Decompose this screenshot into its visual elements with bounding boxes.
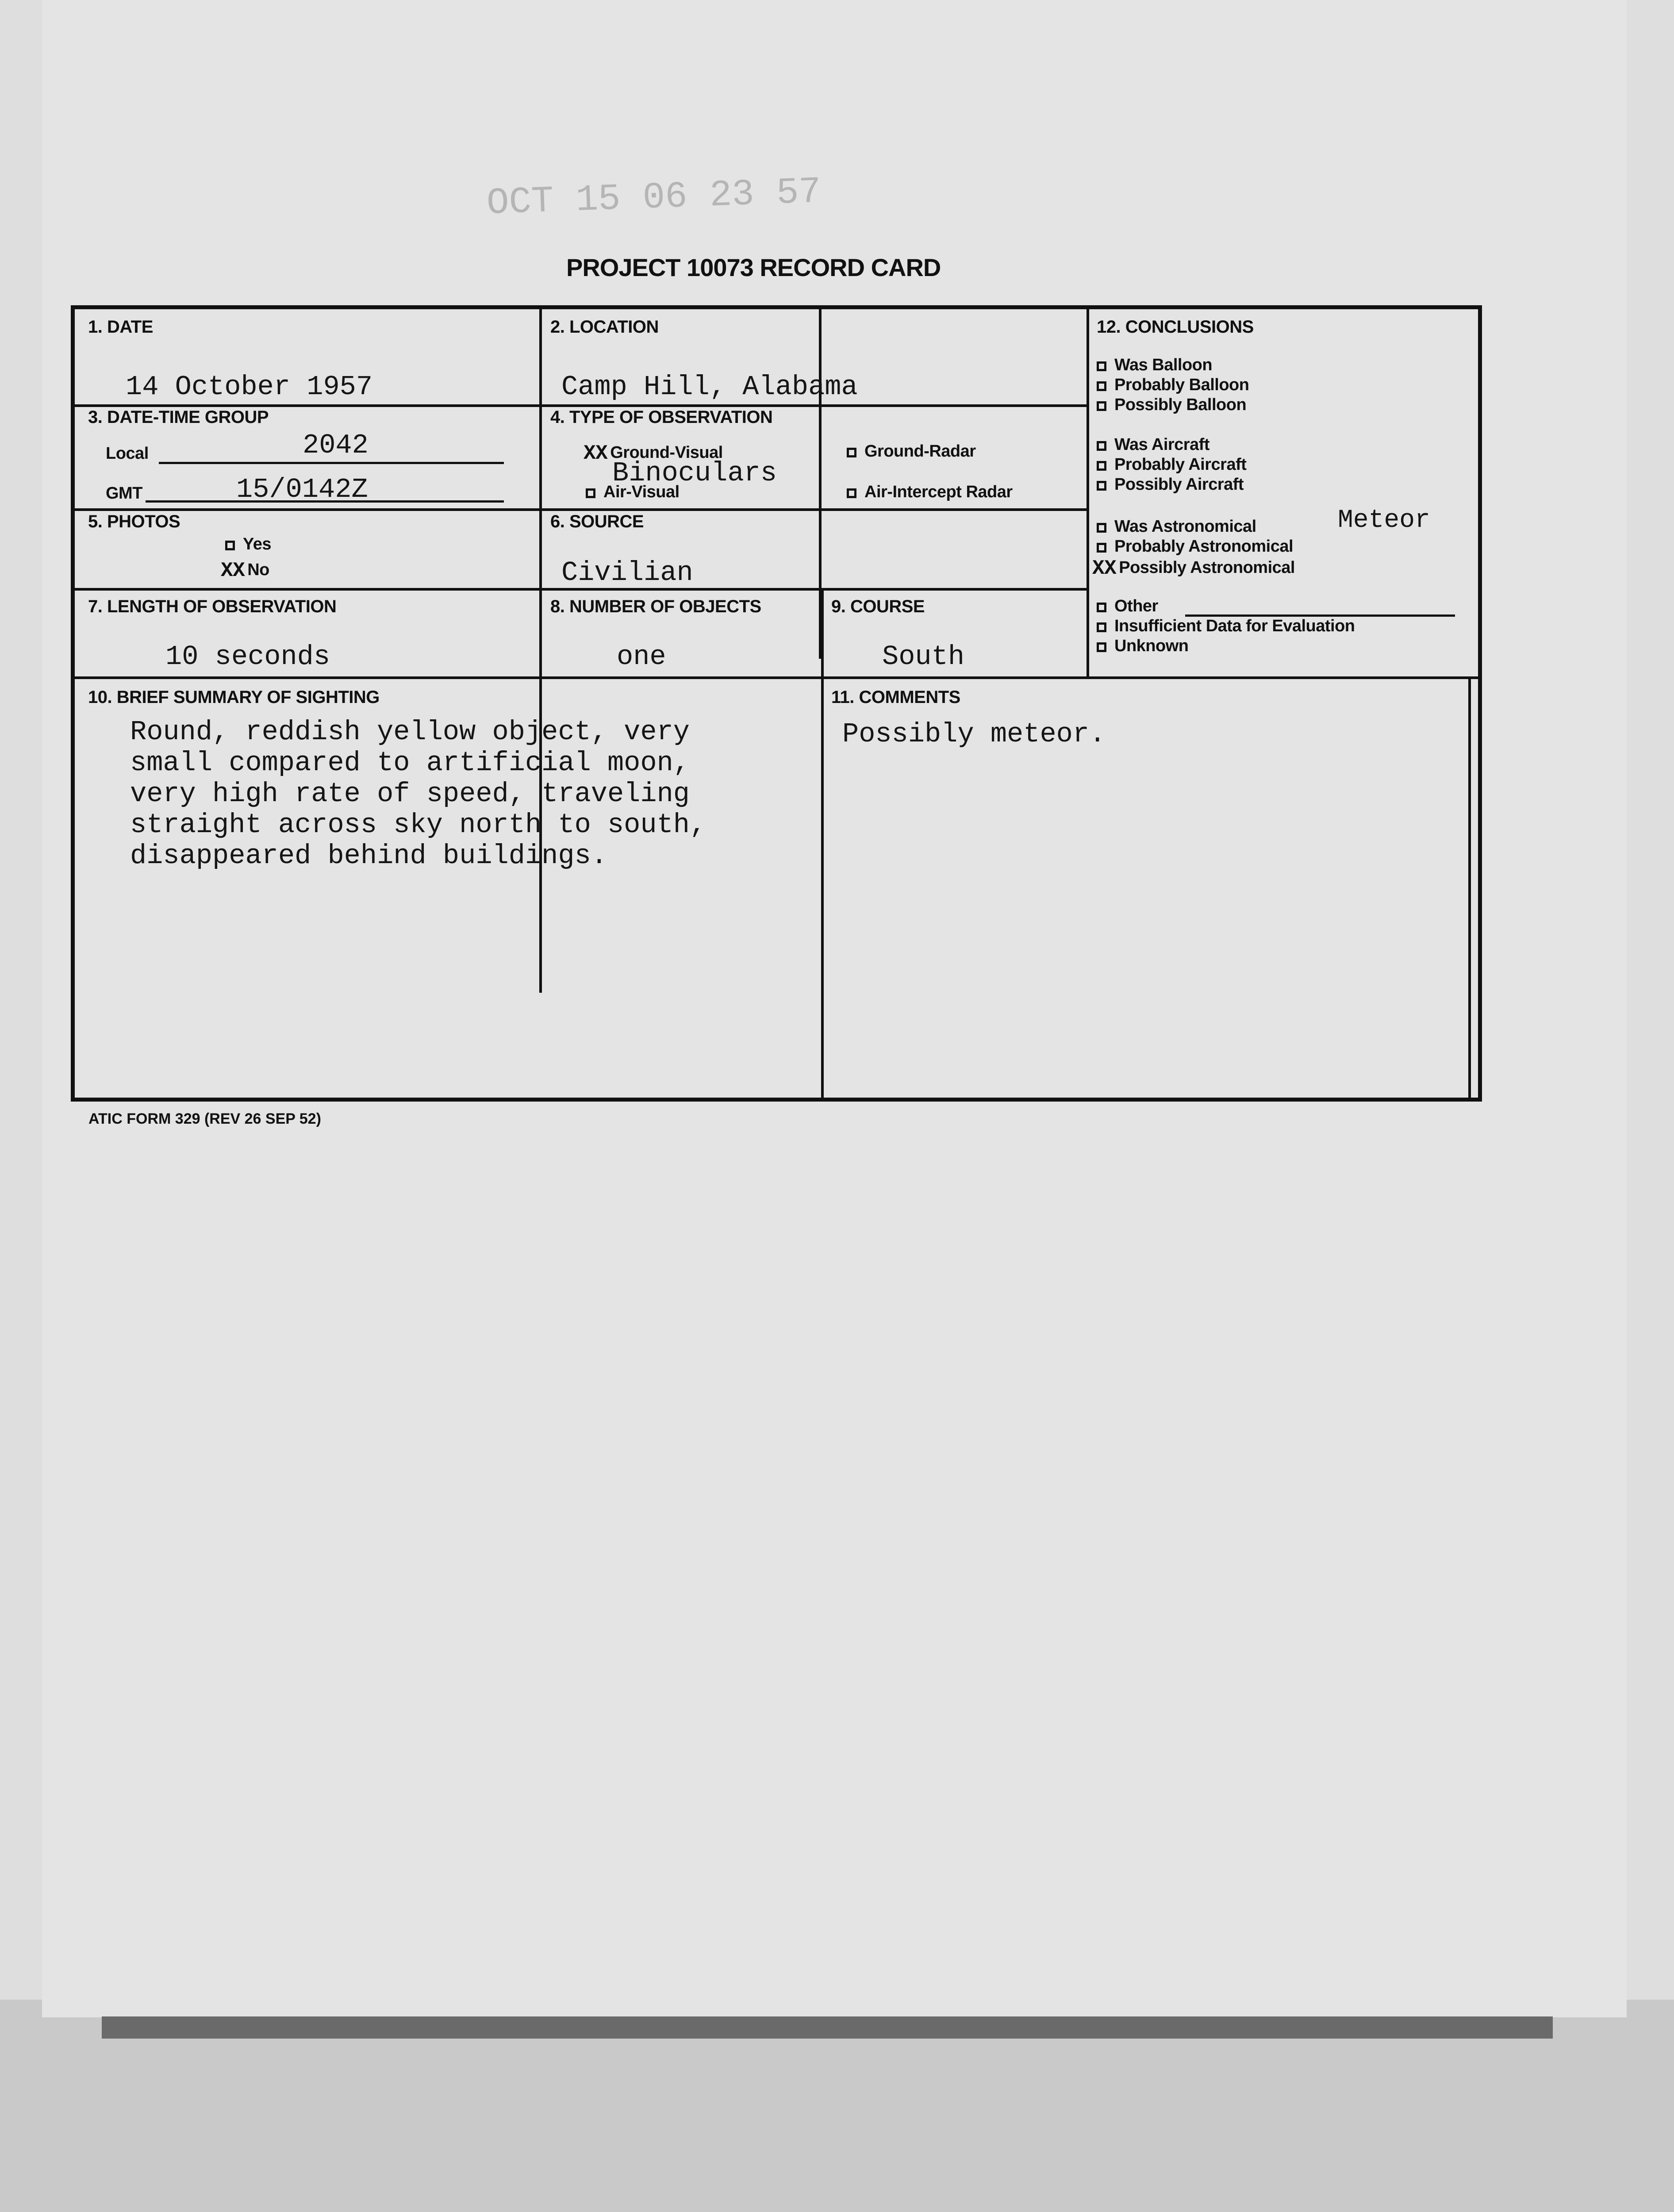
conclusion-other: Other	[1097, 597, 1158, 616]
card-title: PROJECT 10073 RECORD CARD	[566, 253, 941, 281]
summary-line: small compared to artificial moon,	[130, 747, 690, 779]
conclusion-probably-balloon: Probably Balloon	[1097, 376, 1249, 395]
conclusion-was-astronomical: Was Astronomical	[1097, 517, 1256, 536]
number-label: 8. NUMBER OF OBJECTS	[550, 597, 761, 616]
checkbox-icon	[1097, 401, 1106, 411]
option-photos-no: XX No	[221, 559, 269, 582]
checkbox-icon	[847, 488, 856, 498]
photos-label: 5. PHOTOS	[88, 512, 180, 531]
dtg-gmt-value: 15/0142Z	[236, 474, 368, 505]
option-ground-visual: XX Ground-Visual	[584, 442, 723, 465]
checkbox-icon	[1097, 361, 1106, 371]
divider	[539, 309, 542, 993]
date-label: 1. DATE	[88, 317, 153, 337]
checkbox-icon	[225, 541, 235, 550]
summary-line: straight across sky north to south,	[130, 809, 706, 841]
option-air-intercept-radar: Air-Intercept Radar	[847, 483, 1013, 502]
dtg-label: 3. DATE-TIME GROUP	[88, 407, 269, 427]
date-value: 14 October 1957	[126, 371, 373, 403]
source-value: Civilian	[561, 557, 693, 588]
divider	[75, 676, 1482, 679]
checkbox-icon	[1097, 461, 1106, 471]
comments-label: 11. COMMENTS	[831, 687, 960, 707]
conclusion-possibly-aircraft: Possibly Aircraft	[1097, 475, 1244, 494]
form-number: ATIC FORM 329 (REV 26 SEP 52)	[88, 1110, 321, 1127]
conclusion-possibly-balloon: Possibly Balloon	[1097, 396, 1246, 415]
typed-note-binoculars: Binoculars	[612, 457, 777, 489]
option-ground-radar: Ground-Radar	[847, 442, 976, 461]
location-label: 2. LOCATION	[550, 317, 659, 337]
location-value: Camp Hill, Alabama	[561, 371, 858, 403]
option-photos-yes: Yes	[225, 535, 271, 554]
checked-mark: XX	[584, 442, 608, 465]
type-label: 4. TYPE OF OBSERVATION	[550, 407, 773, 427]
divider	[1468, 676, 1471, 1101]
checked-mark: XX	[221, 559, 245, 582]
conclusion-unknown: Unknown	[1097, 637, 1188, 656]
summary-line: Round, reddish yellow object, very	[130, 716, 690, 748]
checkbox-icon	[586, 488, 595, 498]
checkbox-icon	[1097, 523, 1106, 533]
summary-line: disappeared behind buildings.	[130, 840, 607, 872]
option-air-visual: Air-Visual	[586, 483, 680, 502]
length-value: 10 seconds	[165, 641, 330, 672]
summary-label: 10. BRIEF SUMMARY OF SIGHTING	[88, 687, 380, 707]
conclusion-possibly-astronomical: XX Possibly Astronomical	[1092, 557, 1295, 580]
divider	[1087, 309, 1089, 676]
checkbox-icon	[1097, 622, 1106, 632]
course-value: South	[882, 641, 965, 672]
checkbox-icon	[1097, 642, 1106, 652]
checkbox-icon	[1097, 481, 1106, 491]
checkbox-icon	[1097, 603, 1106, 612]
conclusion-was-balloon: Was Balloon	[1097, 356, 1212, 375]
divider	[75, 404, 1088, 407]
course-label: 9. COURSE	[831, 597, 925, 616]
dtg-gmt-label: GMT	[106, 484, 142, 503]
checked-mark: XX	[1092, 557, 1117, 580]
comments-value: Possibly meteor.	[842, 718, 1106, 750]
conclusions-label: 12. CONCLUSIONS	[1097, 317, 1254, 337]
divider	[821, 588, 824, 1101]
conclusion-insufficient-data: Insufficient Data for Evaluation	[1097, 617, 1355, 636]
dtg-local-value: 2042	[303, 430, 369, 461]
length-label: 7. LENGTH OF OBSERVATION	[88, 597, 337, 616]
dtg-local-label: Local	[106, 444, 149, 463]
conclusion-probably-aircraft: Probably Aircraft	[1097, 455, 1246, 474]
record-card	[71, 305, 1482, 1102]
checkbox-icon	[1097, 441, 1106, 451]
checkbox-icon	[847, 448, 856, 457]
astronomical-note: Meteor	[1338, 506, 1430, 535]
checkbox-icon	[1097, 381, 1106, 391]
sheet-shadow	[102, 2016, 1553, 2039]
number-value: one	[617, 641, 666, 672]
conclusion-was-aircraft: Was Aircraft	[1097, 435, 1209, 454]
receipt-stamp: OCT 15 06 23 57	[486, 171, 822, 225]
conclusion-probably-astronomical: Probably Astronomical	[1097, 537, 1293, 556]
source-label: 6. SOURCE	[550, 512, 644, 531]
checkbox-icon	[1097, 543, 1106, 553]
summary-line: very high rate of speed, traveling	[130, 778, 690, 810]
divider	[75, 508, 1088, 511]
local-underline	[159, 462, 504, 464]
